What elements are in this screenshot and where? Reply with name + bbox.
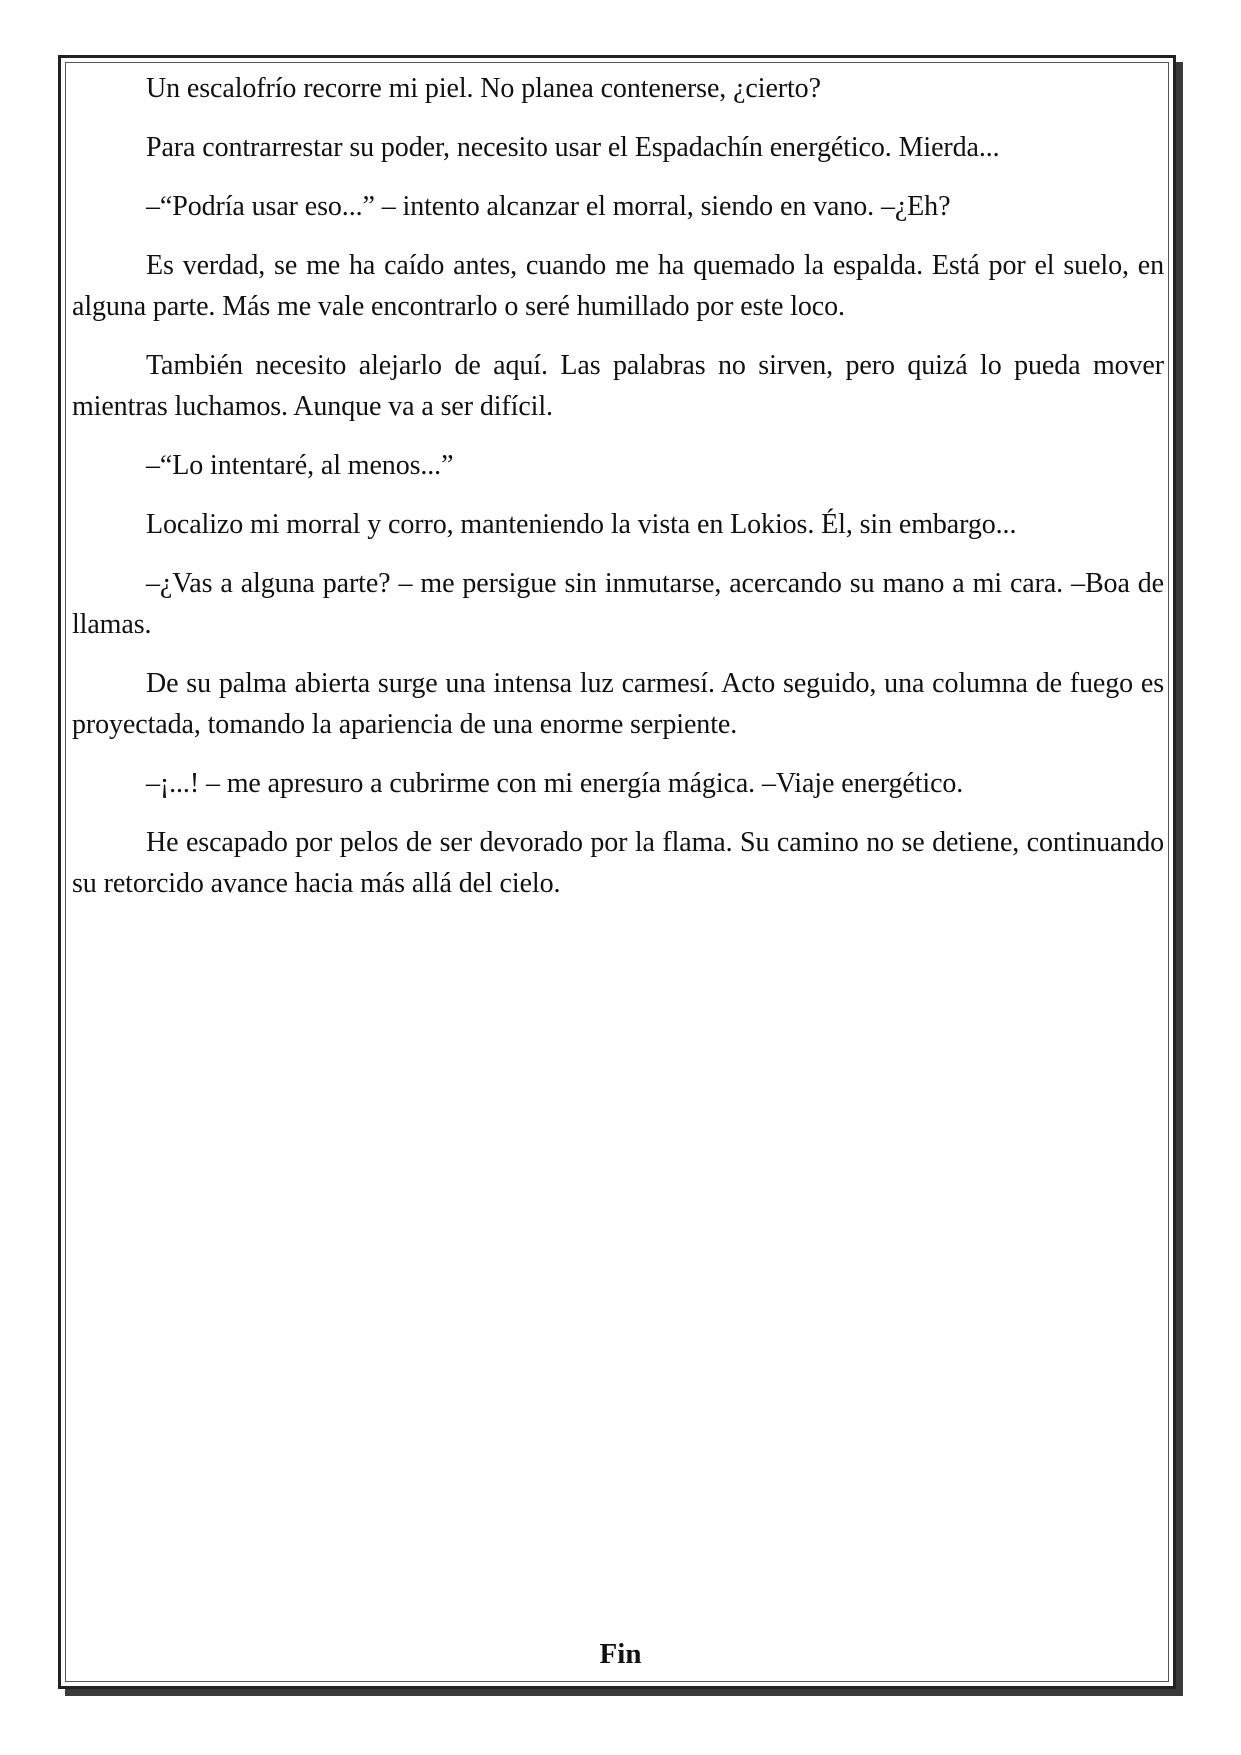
end-mark: Fin xyxy=(599,1638,642,1670)
paragraph: –¿Vas a alguna parte? – me persigue sin inmutarse, acercando su mano a mi cara. –Boa de llamas. xyxy=(72,568,1164,640)
paragraph: –“Lo intentaré, al menos...” xyxy=(146,450,454,481)
story-text xyxy=(72,68,1164,922)
paragraph: Es verdad, se me ha caído antes, cuando me ha quemado la espalda. Está por el suelo, en alguna parte. Más me vale encontrarlo o seré humillado por este loco. xyxy=(72,250,1164,322)
paragraph: –“Podría usar eso...” – intento alcanzar el morral, siendo en vano. –¿Eh? xyxy=(146,191,951,222)
paragraph: Para contrarrestar su poder, necesito usar el Espadachín energético. Mierda... xyxy=(146,132,1000,163)
paragraph: Localizo mi morral y corro, manteniendo la vista en Lokios. Él, sin embargo... xyxy=(146,509,1017,540)
paragraph: También necesito alejarlo de aquí. Las palabras no sirven, pero quizá lo pueda mover mientras luchamos. Aunque va a ser difícil. xyxy=(72,350,1164,422)
paragraph: De su palma abierta surge una intensa luz carmesí. Acto seguido, una columna de fuego es proyectada, tomando la apariencia de una enorme serpiente. xyxy=(72,668,1164,740)
paragraph: –¡...! – me apresuro a cubrirme con mi energía mágica. –Viaje energético. xyxy=(146,768,964,799)
paragraph: He escapado por pelos de ser devorado por la flama. Su camino no se detiene, continuando su retorcido avance hacia más allá del cielo. xyxy=(72,827,1164,899)
paragraph: Un escalofrío recorre mi piel. No planea contenerse, ¿cierto? xyxy=(146,73,821,104)
